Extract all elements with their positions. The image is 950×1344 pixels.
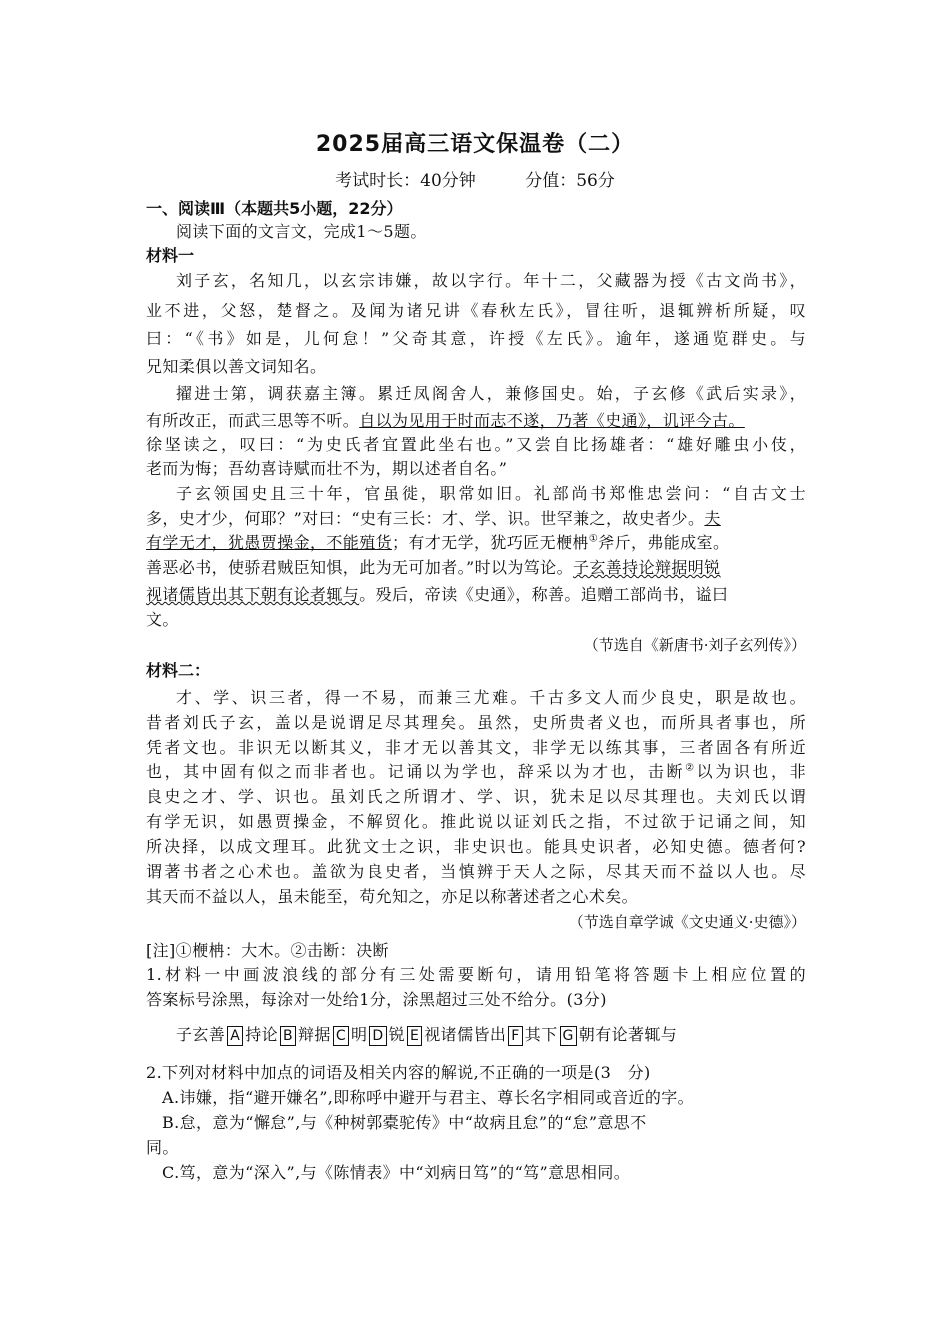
material1-line: 兄知柔俱以善文词知名。 <box>146 357 327 376</box>
material1-line: 子玄领国史且三十年，官虽徙，职常如旧。礼部尚书郑惟忠尝问：“自古文士 <box>176 484 806 503</box>
material1-line: 文。 <box>146 610 179 629</box>
question-2-stem: 2.下列对材料中加点的词语及相关内容的解说,不正确的一项是(3 分) <box>146 1063 651 1082</box>
underlined-sentence-1: 自以为见用于时而志不遂，乃著《史通》，讥评今古。 <box>359 411 745 430</box>
note-ref-1: ① <box>588 533 599 545</box>
plain-text: 也，其中固有似之而非者也。记诵以为学也，辞采以为才也，击断 <box>146 762 686 781</box>
material1-line: 刘子玄，名知几，以玄宗讳嫌，故以字行。年十二，父藏器为授《古文尚书》， <box>176 271 806 290</box>
material1-line <box>146 408 806 431</box>
question-1-answer-row <box>176 1022 836 1046</box>
material2-line: 昔者刘氏子玄，盖以是说谓足尽其理矣。虽然，史所贵者义也，而所具者事也，所 <box>146 713 806 732</box>
section-instruction: 阅读下面的文言文，完成1～5题。 <box>176 222 427 241</box>
plain-text: 。殁后，帝读《史通》，称善。追赠工部尚书，谥曰 <box>359 585 729 604</box>
plain-text: 以为识也，非 <box>696 762 806 781</box>
wavy-underline-part1: 子玄善持论辩据明锐 <box>572 558 721 577</box>
material2-source: （节选自章学诚《文史通义·史德》） <box>568 913 806 931</box>
material2-line: 所决择，以成文理耳。此犹文士之识，非史识也。能具史识者，必知史德。德者何? <box>146 837 806 856</box>
exam-meta <box>0 166 950 191</box>
material1-line <box>146 506 806 529</box>
q1-text: 持论 <box>245 1025 278 1044</box>
note-ref-2: ② <box>685 762 697 774</box>
question-1-stem-cont: 答案标号涂黑，每涂对一处给1分，涂黑超过三处不给分。(3分) <box>146 990 607 1009</box>
q1-box-a[interactable]: A <box>227 1026 243 1046</box>
exam-time: 考试时长：40分钟 <box>335 171 476 191</box>
question-2-option-b: B.怠，意为“懈怠”,与《种树郭橐驼传》中“故病且怠”的“怠”意思不 <box>162 1113 647 1132</box>
material1-line <box>146 530 806 553</box>
material2-label: 材料二： <box>146 661 211 680</box>
material2-line: 才、学、识三者，得一不易，而兼三尤难。千古多文人而少良史，职是故也。 <box>176 688 806 707</box>
plain-text: 善恶必书，使骄君贼臣知惧，此为无可加者。”时以为笃论。 <box>146 558 573 577</box>
section-heading: 一、阅读Ⅲ（本题共5小题，22分） <box>146 199 403 218</box>
material1-line <box>146 582 806 605</box>
question-2-option-a: A.讳嫌，指“避开嫌名”,即称呼中避开与君主、尊长名字相同或音近的字。 <box>162 1088 695 1107</box>
page-title: 2025届高三语文保温卷（二） <box>315 132 635 157</box>
material1-line: 老而为悔；吾幼喜诗赋而壮不为，期以述者自名。” <box>146 459 508 478</box>
q1-text: 其下 <box>524 1025 558 1044</box>
plain-text: 多，史才少，何耶？”对曰：“史有三长：才、学、识。世罕兼之，故史者少。 <box>146 509 705 528</box>
plain-text: 斧斤，弗能成室。 <box>598 533 730 552</box>
q1-box-c[interactable]: C <box>333 1026 349 1046</box>
material2-line: 有学无识，如愚贾操金，不解贸化。推此说以证刘氏之指，不过欲于记诵之间，知 <box>146 812 806 831</box>
q1-box-g[interactable]: G <box>560 1026 577 1046</box>
exam-score: 分值：56分 <box>525 171 615 191</box>
material2-line: 凭者文也。非识无以断其义，非才无以善其文，非学无以练其事，三者固各有所近 <box>146 738 806 757</box>
question-1-stem: 1.材料一中画波浪线的部分有三处需要断句，请用铅笔将答题卡上相应位置的 <box>146 965 806 984</box>
q1-box-e[interactable]: E <box>407 1026 422 1046</box>
q1-box-f[interactable]: F <box>508 1026 522 1046</box>
plain-text: ；有才无学，犹巧匠无楩柟 <box>392 533 589 552</box>
material1-label: 材料一 <box>146 246 195 265</box>
material1-line <box>146 555 806 578</box>
material2-line: 良史之才、学、识也。虽刘氏之所谓才、学、识，犹未足以尽其理也。夫刘氏以谓 <box>146 787 806 806</box>
material2-line: 谓著书者之心术也。盖欲为良史者，当慎辨于天人之际，尽其天而不益以人也。尽 <box>146 862 806 881</box>
q1-box-d[interactable]: D <box>369 1026 386 1046</box>
q1-text: 视诸儒皆出 <box>424 1025 507 1044</box>
underlined-sentence-2: 有学无才，犹愚贾操金，不能殖货 <box>146 533 393 552</box>
q1-text: 子玄善 <box>176 1025 226 1044</box>
material1-line: 业不进，父怒，楚督之。及闻为诸兄讲《春秋左氏》，冒往听，退辄辨析所疑，叹 <box>146 301 806 320</box>
footnotes: [注]①楩柟：大木。②击断：决断 <box>146 941 389 960</box>
material1-source: （节选自《新唐书·刘子玄列传》） <box>583 636 806 654</box>
material2-line: 其天而不益以人，虽未能至，苟允知之，亦足以称著述者之心术矣。 <box>146 887 639 906</box>
wavy-underline-part2: 视诸儒皆出其下朝有论者辄与 <box>146 585 360 604</box>
q1-text: 朝有论著辄与 <box>578 1025 678 1044</box>
q1-text: 辩据 <box>298 1025 331 1044</box>
material1-line: 曰：“《书》如是，儿何怠！”父奇其意，许授《左氏》。逾年，遂通览群史。与 <box>146 329 806 348</box>
underlined-start: 夫 <box>704 509 721 528</box>
question-2-option-b-cont: 同。 <box>146 1138 179 1157</box>
material2-line <box>146 759 806 782</box>
material1-line: 徐坚读之，叹曰：“为史氏者宜置此坐右也。”又尝自比扬雄者：“雄好雕虫小伎， <box>146 435 806 454</box>
q1-text: 锐 <box>388 1025 406 1044</box>
plain-text: 有所改正，而武三思等不听。 <box>146 411 360 430</box>
material1-line: 擢进士第，调获嘉主簿。累迁凤阁舍人，兼修国史。始，子玄修《武后实录》， <box>176 384 806 403</box>
q1-text: 明 <box>351 1025 368 1044</box>
q1-box-b[interactable]: B <box>280 1026 296 1046</box>
question-2-option-c: C.笃，意为“深入”,与《陈情表》中“刘病日笃”的“笃”意思相同。 <box>162 1163 631 1182</box>
